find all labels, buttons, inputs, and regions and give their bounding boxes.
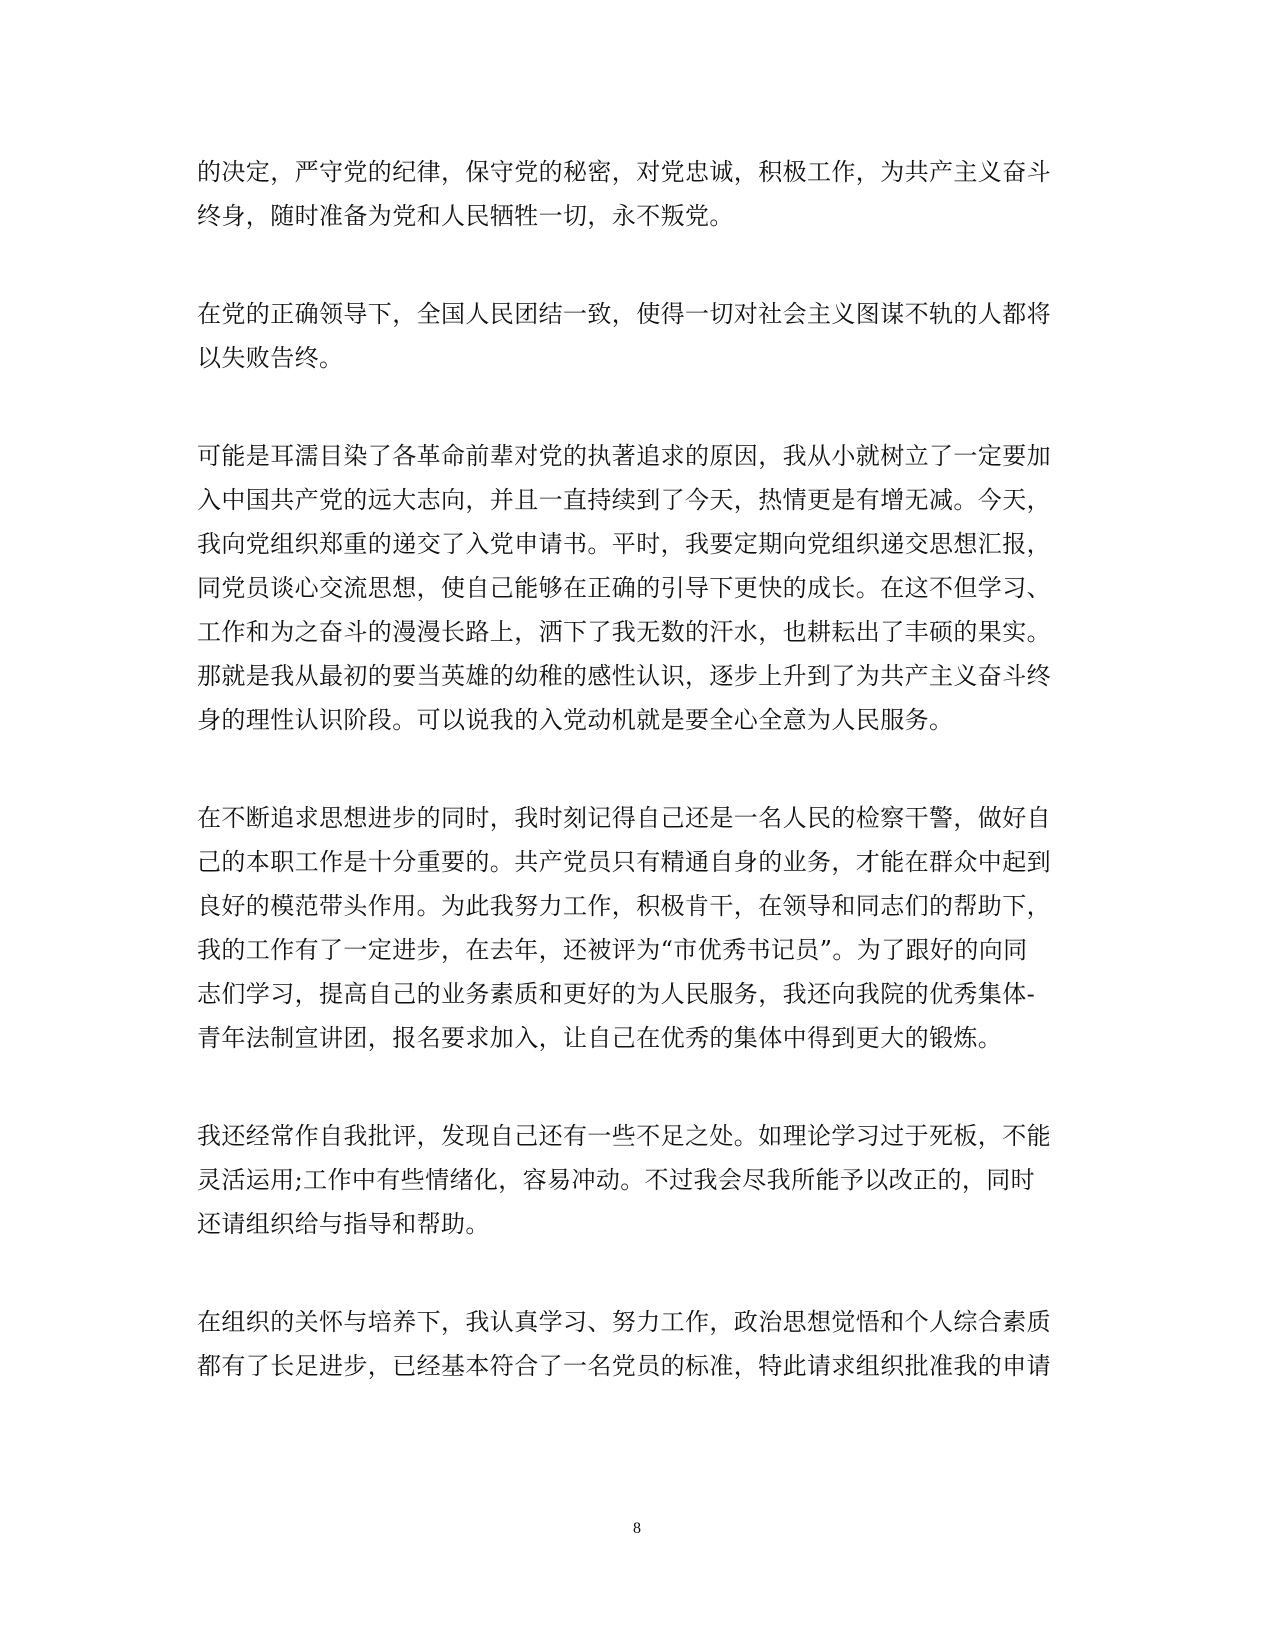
text-line: 的决定，严守党的纪律，保守党的秘密，对党忠诚，积极工作，为共产主义奋斗 <box>197 158 1051 186</box>
text-line: 身的理性认识阶段。可以说我的入党动机就是要全心全意为人民服务。 <box>197 706 954 734</box>
text-line: 同党员谈心交流思想，使自己能够在正确的引导下更快的成长。在这不但学习、 <box>197 574 1051 602</box>
text-line: 可能是耳濡目染了各革命前辈对党的执著追求的原因，我从小就树立了一定要加 <box>197 442 1051 470</box>
text-line: 工作和为之奋斗的漫漫长路上，洒下了我无数的汗水，也耕耘出了丰硕的果实。 <box>197 618 1051 646</box>
document-body <box>197 150 1077 1388</box>
text-line: 在党的正确领导下，全国人民团结一致，使得一切对社会主义图谋不轨的人都将 <box>197 300 1051 328</box>
text-line: 我向党组织郑重的递交了入党申请书。平时，我要定期向党组织递交思想汇报， <box>197 530 1051 558</box>
text-line: 以失败告终。 <box>197 344 344 372</box>
paragraph-4 <box>197 796 1077 1060</box>
text-line: 志们学习，提高自己的业务素质和更好的为人民服务，我还向我院的优秀集体- <box>197 980 1036 1008</box>
text-line: 在组织的关怀与培养下，我认真学习、努力工作，政治思想觉悟和个人综合素质 <box>197 1308 1051 1336</box>
text-line: 灵活运用;工作中有些情绪化，容易冲动。不过我会尽我所能予以改正的，同时 <box>197 1166 1036 1194</box>
paragraph-1 <box>197 150 1077 238</box>
paragraph-5 <box>197 1114 1077 1246</box>
text-line: 都有了长足进步，已经基本符合了一名党员的标准，特此请求组织批准我的申请 <box>197 1352 1051 1380</box>
paragraph-3 <box>197 434 1077 742</box>
text-line: 己的本职工作是十分重要的。共产党员只有精通自身的业务，才能在群众中起到 <box>197 848 1051 876</box>
text-line: 那就是我从最初的要当英雄的幼稚的感性认识，逐步上升到了为共产主义奋斗终 <box>197 662 1051 690</box>
text-line: 我的工作有了一定进步，在去年，还被评为“市优秀书记员”。为了跟好的向同 <box>197 936 1028 964</box>
text-line: 还请组织给与指导和帮助。 <box>197 1210 490 1238</box>
text-line: 良好的模范带头作用。为此我努力工作，积极肯干，在领导和同志们的帮助下， <box>197 892 1051 920</box>
text-line: 我还经常作自我批评，发现自己还有一些不足之处。如理论学习过于死板，不能 <box>197 1122 1051 1150</box>
text-line: 在不断追求思想进步的同时，我时刻记得自己还是一名人民的检察干警，做好自 <box>197 804 1051 832</box>
paragraph-2 <box>197 292 1077 380</box>
text-line: 入中国共产党的远大志向，并且一直持续到了今天，热情更是有增无减。今天， <box>197 486 1051 514</box>
paragraph-6 <box>197 1300 1077 1388</box>
page-number: 8 <box>633 1520 641 1537</box>
text-line: 终身，随时准备为党和人民牺牲一切，永不叛党。 <box>197 202 734 230</box>
text-line: 青年法制宣讲团，报名要求加入，让自己在优秀的集体中得到更大的锻炼。 <box>197 1024 1003 1052</box>
